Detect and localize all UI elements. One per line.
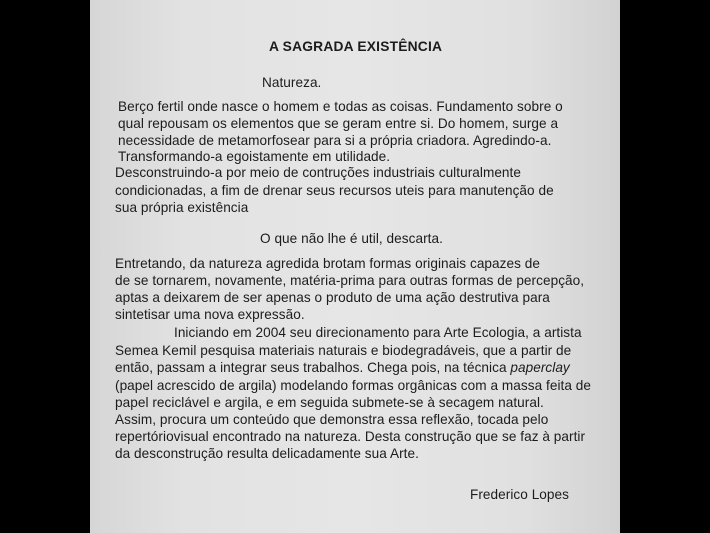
text-line: Iniciando em 2004 seu direcionamento para Arte Ecologia, a artista — [174, 325, 582, 340]
text-line: de se tornarem, novamente, matéria-prima para outras formas de percepção, — [115, 273, 585, 288]
text-line: papel reciclável e argila, e em seguida submete-se à secagem natural. — [115, 395, 544, 410]
printed-page — [90, 0, 620, 533]
section-heading: Natureza. — [262, 75, 322, 90]
text-line: Semea Kemil pesquisa materiais naturais e biodegradáveis, que a partir de — [115, 343, 572, 358]
text-line: condicionadas, a fim de drenar seus recursos uteis para manutenção de — [115, 183, 554, 198]
technique-term: paperclay — [510, 360, 570, 375]
text-line: Entretando, da natureza agredida brotam formas originais capazes de — [115, 256, 541, 271]
text-line — [115, 359, 570, 376]
text-line: Desconstruindo-a por meio de contruções industriais culturalmente — [115, 165, 521, 180]
text-line: Transformando-a egoistamente em utilidade. — [118, 149, 391, 164]
text-line: Berço fertil onde nasce o homem e todas as coisas. Fundamento sobre o — [118, 99, 563, 114]
centered-quote: O que não lhe é util, descarta. — [260, 231, 443, 246]
text-line: qual repousam os elementos que se geram entre si. Do homem, surge a — [118, 116, 559, 131]
document-title: A SAGRADA EXISTÊNCIA — [269, 39, 443, 54]
text-line: sintetisar uma nova expressão. — [115, 307, 305, 322]
text-line: repertóriovisual encontrado na natureza. Desta construção que se faz à partir — [115, 429, 586, 444]
text-line: aptas a deixarem de ser apenas o produto de uma ação destrutiva para — [115, 290, 550, 305]
text-line-plain: então, passam a integrar seus trabalhos. Chega pois, na técnica — [115, 360, 511, 375]
text-line: sua própria existência — [115, 200, 249, 215]
text-line: (papel acrescido de argila) modelando formas orgânicas com a massa feita de — [115, 378, 591, 393]
signature: Frederico Lopes — [470, 487, 569, 502]
text-line: necessidade de metamorfosear para si a própria criadora. Agredindo-a. — [118, 133, 552, 148]
text-line: Assim, procura um conteúdo que demonstra essa reflexão, tocada pelo — [115, 412, 549, 427]
text-line: da desconstrução resulta delicadamente sua Arte. — [115, 446, 419, 461]
